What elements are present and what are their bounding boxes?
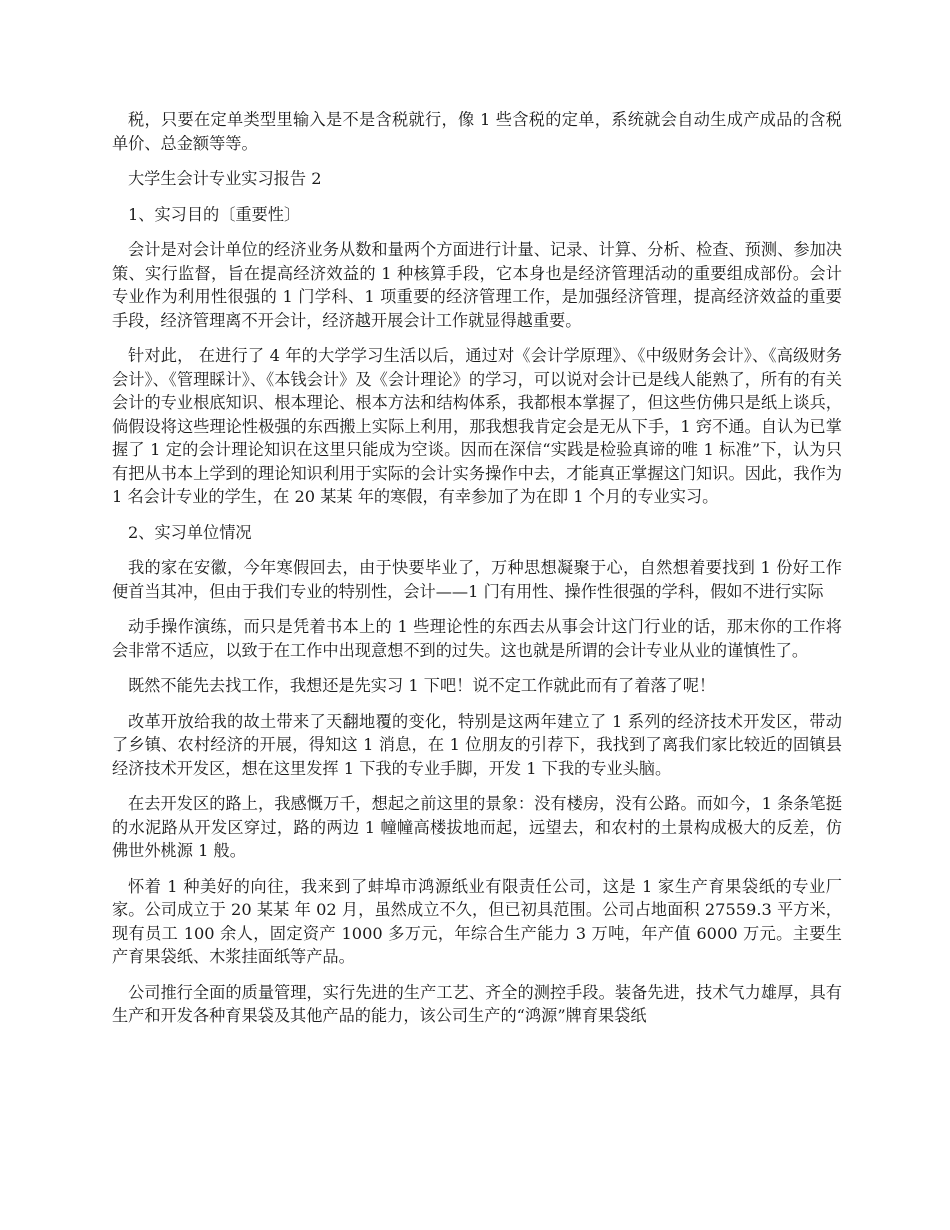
section-heading-unit: 2、实习单位情况 [128, 522, 252, 542]
paragraph-hometown: 我的家在安徽，今年寒假回去，由于快要毕业了，万种思想凝聚于心，自然想着要找到 1 份好工作便首当其冲，但由于我们专业的特别性，会计——1 门有用性、操作性很强的学科，假如不进行实际 [112, 558, 842, 601]
document-page [112, 108, 842, 1040]
paragraph-intro-tax: 税，只要在定单类型里输入是不是含税就行，像 1 些含税的定单，系统就会自动生成产成品的含税单价、总金额等等。 [112, 110, 842, 153]
paragraph-internship-decision: 既然不能先去找工作，我想还是先实习 1 下吧！说不定工作就此而有了着落了呢！ [128, 676, 716, 695]
paragraph-development-zone: 在去开发区的路上，我感慨万千，想起之前这里的景象：没有楼房，没有公路。而如今，1 条条笔挺的水泥路从开发区穿过，路的两边 1 幢幢高楼拔地而起，远望去，和农村的土景构成极大的反差，仿佛世外桃源 1 般。 [112, 794, 842, 860]
paragraph-quality-management: 公司推行全面的质量管理，实行先进的生产工艺、齐全的测控手段。装备先进，技术气力雄厚，具有生产和开发各种育果袋及其他产品的能力，该公司生产的“鸿源”牌育果袋纸 [112, 982, 842, 1025]
paragraph-reform: 改革开放给我的故土带来了天翻地覆的变化，特别是这两年建立了 1 系列的经济技术开发区，带动了乡镇、农村经济的开展，得知这 1 消息，在 1 位朋友的引荐下，我找到了离我们家比较近的固镇县经济技术开发区，想在这里发挥 1 下我的专业手脚，开发 1 下我的专业头脑。 [112, 711, 842, 778]
paragraph-study-background: 针对此， 在进行了 4 年的大学学习生活以后，通过对《会计学原理》、《中级财务会计》、《高级财务会计》、《管理睬计》、《本钱会计》及《会计理论》的学习，可以说对会计已是线人能熟了，所有的有关会计的专业根底知识、根本理论、根本方法和结构体系，我都根本掌握了，但这些仿佛只是纸上谈兵，倘假设将这些理论性极强的东西搬上实际上利用，那我想我肯定会是无从下手，1 窍不通。自认为已掌握了 1 定的会计理论知识在这里只能成为空谈。因而在深信“实践是检验真谛的唯 1 标准”下，认为只有把从书本上学到的理论知识利用于实际的会计实务操作中去，才能真正掌握这门知识。因此，我作为 1 名会计专业的学生，在 20 某某 年的寒假，有幸参加了为在即 1 个月的专业实习。 [112, 346, 842, 506]
paragraph-accounting-definition: 会计是对会计单位的经济业务从数和量两个方面进行计量、记录、计算、分析、检查、预测、参加决策、实行监督，旨在提高经济效益的 1 种核算手段，它本身也是经济管理活动的重要组成部份。会计专业作为利用性很强的 1 门学科、1 项重要的经济管理工作，是加强经济管理，提高经济效益的重要手段，经济管理离不开会计，经济越开展会计工作就显得越重要。 [112, 240, 842, 330]
section-heading-purpose: 1、实习目的〔重要性〕 [128, 204, 301, 224]
paragraph-practice: 动手操作演练，而只是凭着书本上的 1 些理论性的东西去从事会计这门行业的话，那末你的工作将会非常不适应，以致于在工作中出现意想不到的过失。这也就是所谓的会计专业从业的谨慎性了。 [112, 617, 842, 660]
paragraph-company-intro: 怀着 1 种美好的向往，我来到了蚌埠市鸿源纸业有限责任公司，这是 1 家生产育果袋纸的专业厂家。公司成立于 20 某某 年 02 月，虽然成立不久，但已初具范围。公司占地面积 27559.3 平方米，现有员工 100 余人，固定资产 1000 多万元，年综合生产能力 3 万吨，年产值 6000 万元。主要生产育果袋纸、木浆挂面纸等产品。 [112, 876, 842, 966]
report-title: 大学生会计专业实习报告 2 [128, 169, 322, 188]
